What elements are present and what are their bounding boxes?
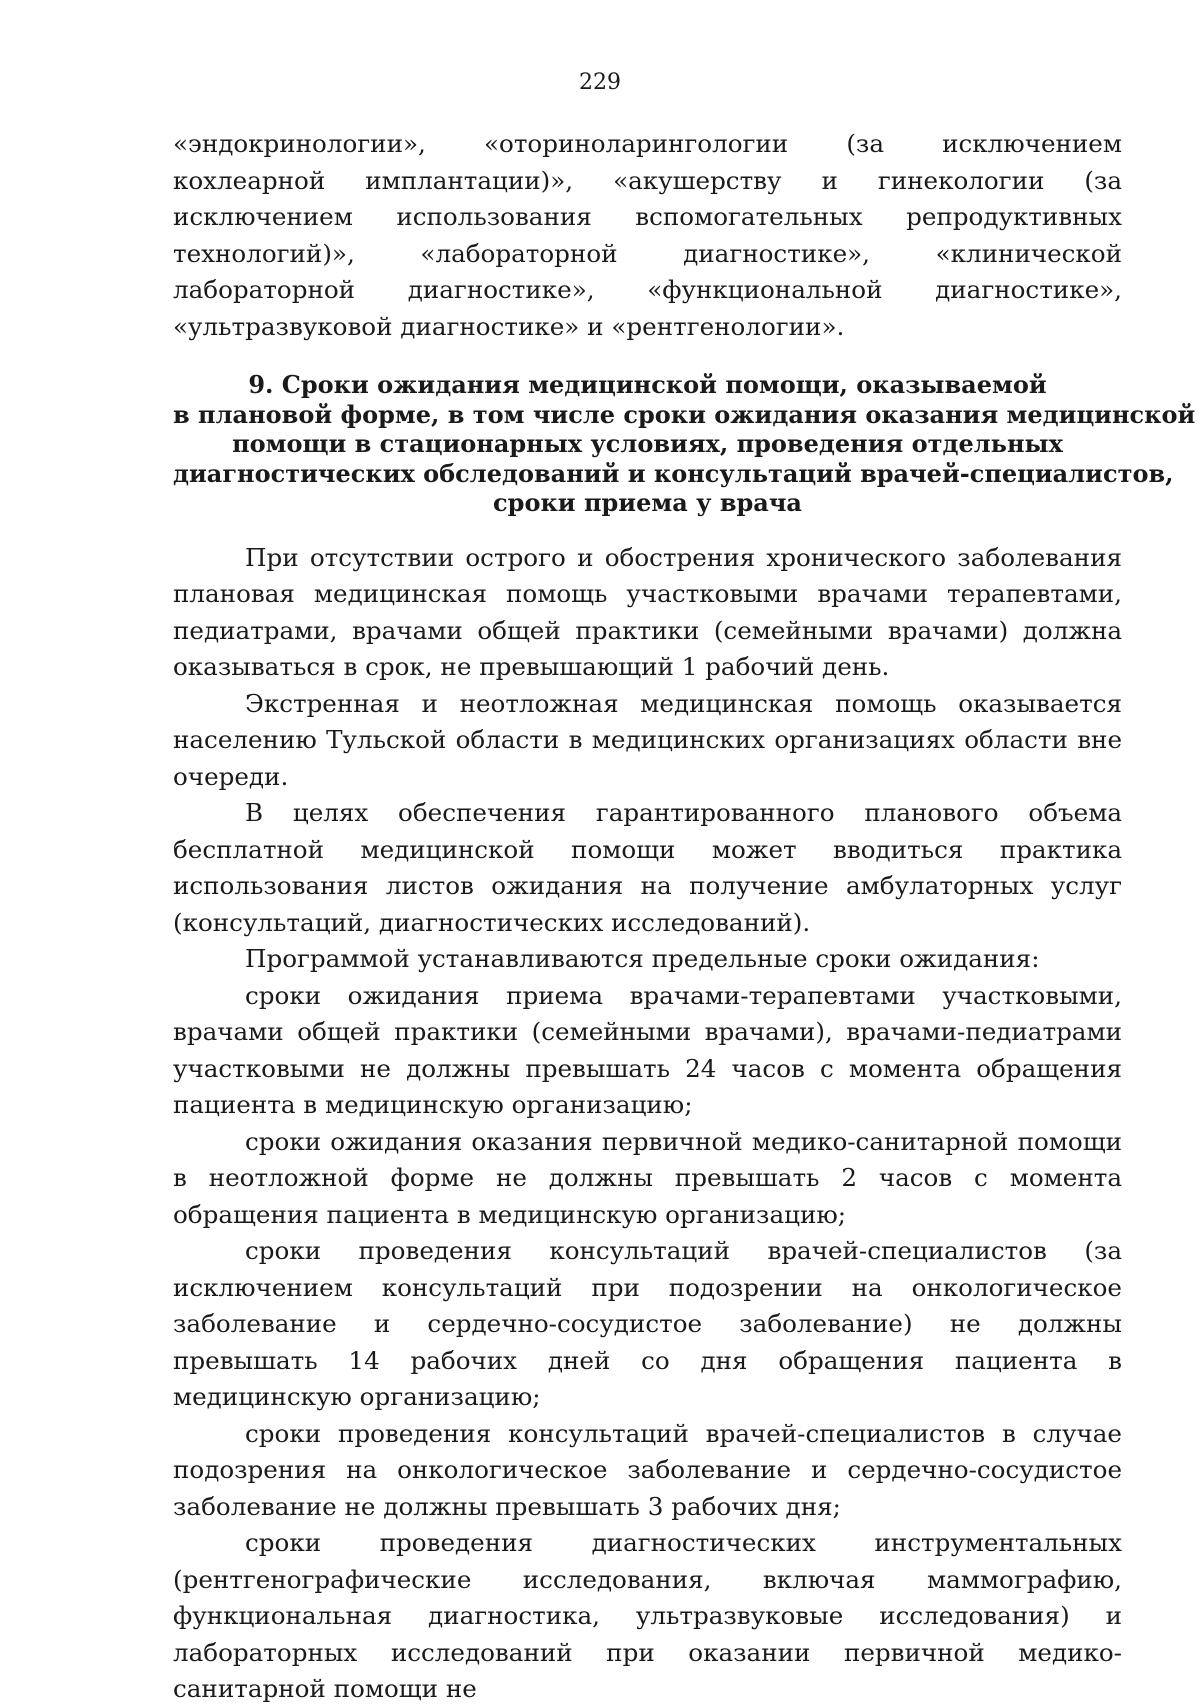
section-heading-line: помощи в стационарных условиях, проведения отдельных <box>232 429 1063 458</box>
body-paragraph: сроки ожидания оказания первичной медико-санитарной помощи в неотложной форме не должны превышать 2 часов с момента обращения пациента в медицинскую организацию; <box>173 1126 1122 1229</box>
section-heading <box>173 370 1196 518</box>
body-paragraph: При отсутствии острого и обострения хронического заболевания плановая медицинская помощь участковыми врачами терапевтами, педиатрами, врачами общей практики (семейными врачами) должна оказываться в срок, не превышающий 1 рабочий день. <box>173 542 1122 681</box>
section-heading-line: в плановой форме, в том числе сроки ожидания оказания медицинской <box>173 399 1196 429</box>
body-paragraph: В целях обеспечения гарантированного планового объема бесплатной медицинской помощи может вводиться практика использования листов ожидания на получение амбулаторных услуг (консультаций, диагностических исследований). <box>173 798 1122 937</box>
body-paragraph: Экстренная и неотложная медицинская помощь оказывается населению Тульской области в медицинских организациях области вне очереди. <box>173 688 1122 791</box>
section-heading-line: диагностических обследований и консультаций врачей-специалистов, <box>173 458 1174 488</box>
page-content <box>173 126 1196 1708</box>
body-paragraph: сроки проведения консультаций врачей-специалистов (за исключением консультаций при подозрении на онкологическое заболевание и сердечно-сосудистое заболевание) не должны превышать 14 рабочих дней со дня обращения пациента в медицинскую организацию; <box>173 1236 1122 1411</box>
body-paragraph: сроки проведения диагностических инструментальных (рентгенографические исследования, включая маммографию, функциональная диагностика, ультразвуковые исследования) и лабораторных исследований при оказании первичной медико-санитарной помощи не <box>173 1528 1122 1703</box>
section-heading-line: 9. Сроки ожидания медицинской помощи, оказываемой <box>248 370 1047 399</box>
body-paragraph: сроки ожидания приема врачами-терапевтами участковыми, врачами общей практики (семейными врачами), врачами-педиатрами участковыми не должны превышать 24 часов с момента обращения пациента в медицинскую организацию; <box>173 980 1122 1119</box>
body-paragraph: Программой устанавливаются предельные сроки ожидания: <box>245 944 1040 973</box>
body-paragraph: сроки проведения консультаций врачей-специалистов в случае подозрения на онкологическое заболевание и сердечно-сосудистое заболевание не должны превышать 3 рабочих дня; <box>173 1418 1122 1521</box>
intro-paragraph: «эндокринологии», «оториноларингологии (за исключением кохлеарной имплантации)», «акушерству и гинекологии (за исключением использования вспомогательных репродуктивных технологий)», «лабораторной диагностике», «клинической лабораторной диагностике», «функциональной диагностике», «ультразвуковой диагностике» и «рентгенологии». <box>173 129 1122 341</box>
page-number: 229 <box>579 70 621 95</box>
section-heading-line: сроки приема у врача <box>493 488 802 517</box>
